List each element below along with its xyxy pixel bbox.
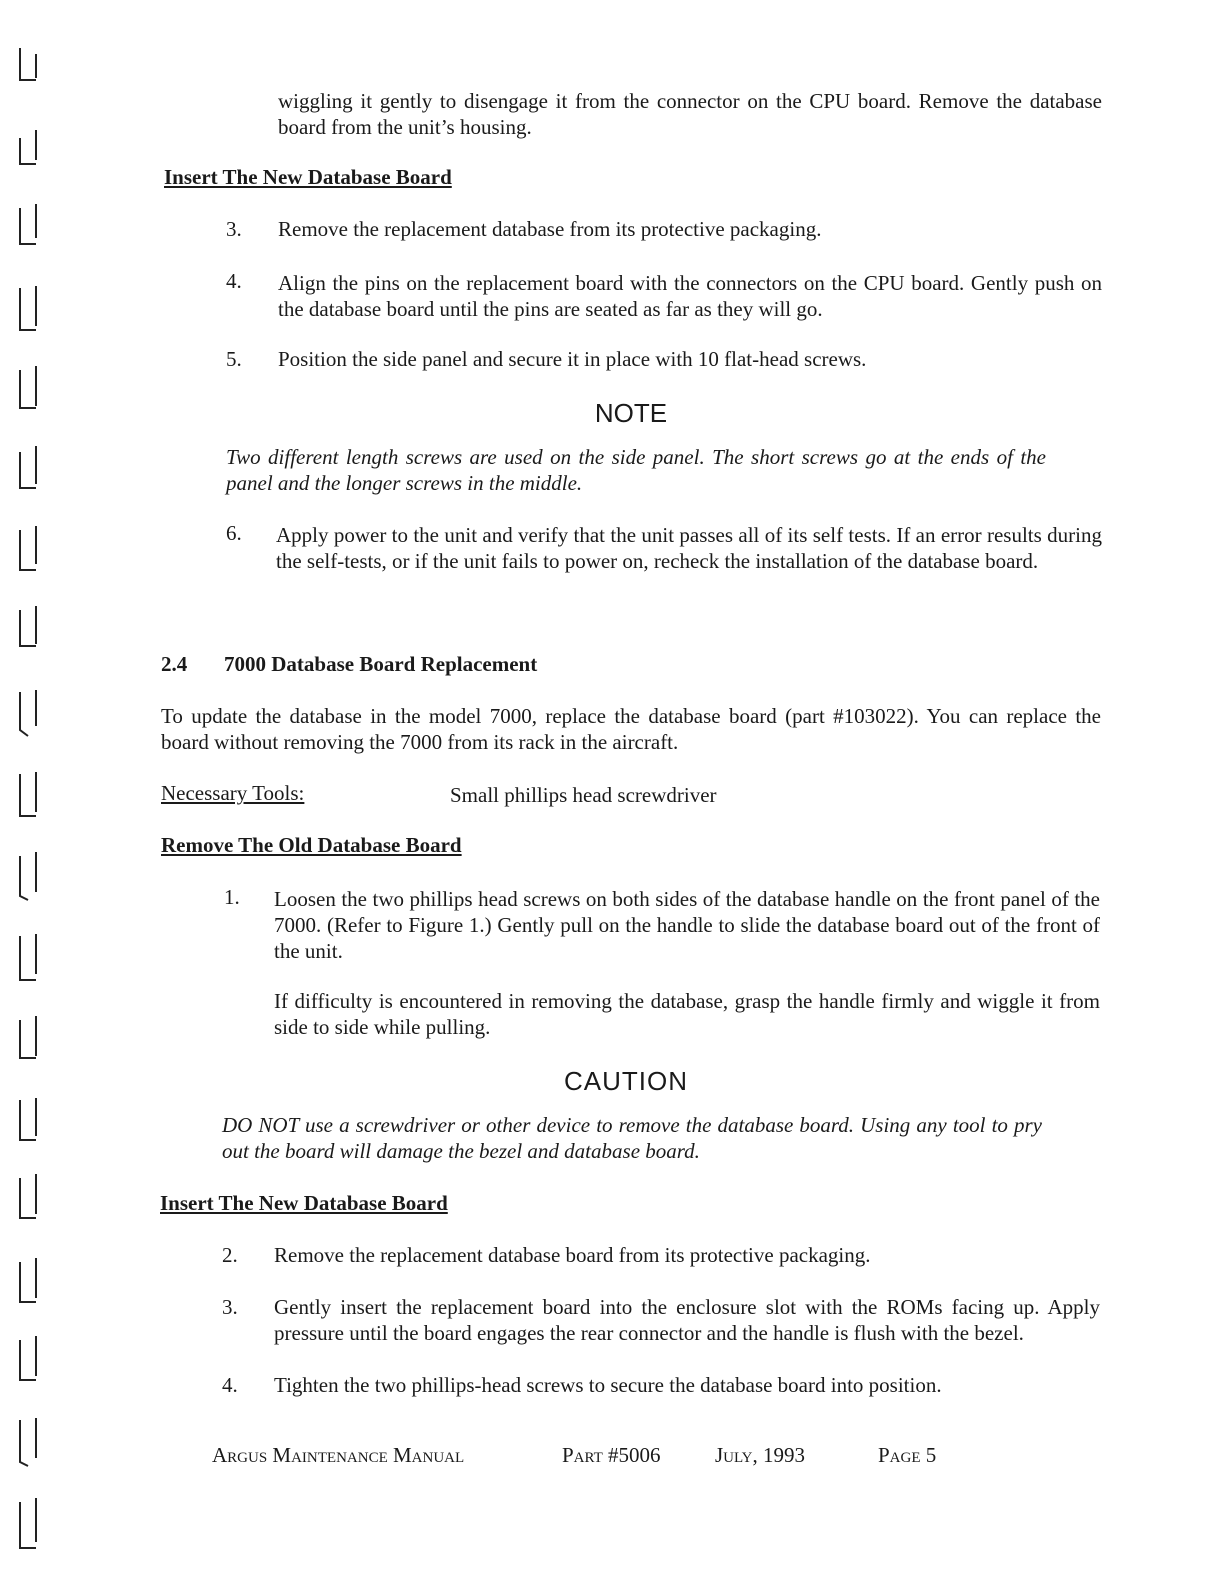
- insert-board-heading-a: Insert The New Database Board: [164, 165, 452, 189]
- binder-punch-marks: [14, 40, 44, 1560]
- footer-manual-title: Argus Maintenance Manual: [212, 1443, 465, 1467]
- tools-label: Necessary Tools:: [161, 781, 305, 805]
- section-intro: To update the database in the model 7000, replace the database board (part #103022). You can replace the board without removing the 7000 from its rack in the aircraft.: [161, 704, 1101, 754]
- step-number: 3.: [222, 1295, 238, 1319]
- footer-date: July, 1993: [715, 1443, 805, 1467]
- step-text: Gently insert the replacement board into the enclosure slot with the ROMs facing up. Apply pressure until the board engages the rear connector and the handle is flush with the bezel.: [274, 1295, 1100, 1345]
- note-title: NOTE: [594, 398, 668, 428]
- step-number: 5.: [226, 347, 242, 371]
- step-number: 3.: [226, 217, 242, 241]
- caution-title: CAUTION: [564, 1066, 688, 1096]
- step-number: 4.: [222, 1373, 238, 1397]
- intro-fragment: wiggling it gently to disengage it from the connector on the CPU board. Remove the database board from the unit’s housing.: [278, 89, 1102, 139]
- step-text: Remove the replacement database from its protective packaging.: [278, 217, 822, 241]
- section-title: 7000 Database Board Replacement: [224, 652, 538, 676]
- note-text: Two different length screws are used on the side panel. The short screws go at the ends of the panel and the longer screws in the middle.: [226, 445, 1046, 495]
- step-text: Align the pins on the replacement board with the connectors on the CPU board. Gently push on the database board until the pins are seated as far as they will go.: [278, 271, 1102, 321]
- step-number: 1.: [224, 885, 240, 909]
- remove-board-heading: Remove The Old Database Board: [161, 833, 462, 857]
- step-text: Apply power to the unit and verify that the unit passes all of its self tests. If an error results during the self-tests, or if the unit fails to power on, recheck the installation of the database board.: [276, 523, 1102, 573]
- step-text: Loosen the two phillips head screws on both sides of the database handle on the front panel of the 7000. (Refer to Figure 1.) Gently pull on the handle to slide the database board out of the front of the unit.: [274, 887, 1100, 963]
- step-number: 4.: [226, 269, 242, 293]
- step-text: Remove the replacement database board from its protective packaging.: [274, 1243, 871, 1267]
- step-number: 2.: [222, 1243, 238, 1267]
- step-number: 6.: [226, 521, 242, 545]
- tools-value: Small phillips head screwdriver: [450, 783, 717, 807]
- caution-text: DO NOT use a screwdriver or other device to remove the database board. Using any tool to pry out the board will damage the bezel and database board.: [222, 1113, 1042, 1163]
- step-text: Position the side panel and secure it in place with 10 flat-head screws.: [278, 347, 867, 371]
- step-text: Tighten the two phillips-head screws to secure the database board into position.: [274, 1373, 942, 1397]
- section-number: 2.4: [161, 652, 188, 676]
- insert-board-heading-b: Insert The New Database Board: [160, 1191, 448, 1215]
- footer-part-number: Part #5006: [562, 1443, 661, 1467]
- footer-page-number: Page 5: [878, 1443, 937, 1467]
- step-note: If difficulty is encountered in removing the database, grasp the handle firmly and wiggle it from side to side while pulling.: [274, 989, 1100, 1039]
